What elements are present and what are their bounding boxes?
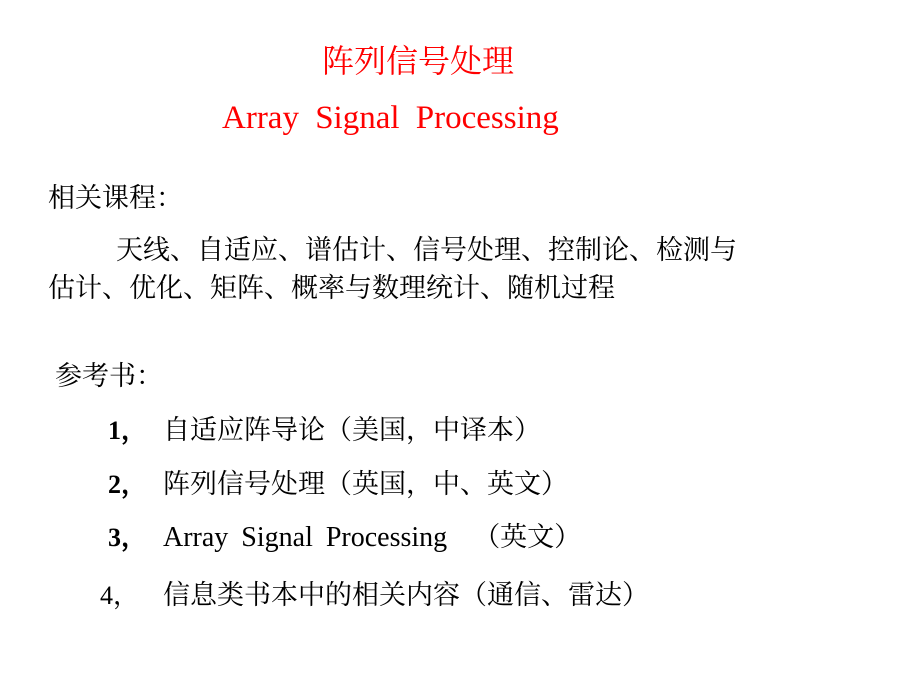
reference-number: 3，: [108, 523, 148, 552]
reference-item-1: [108, 408, 541, 447]
page-title-chinese: 阵列信号处理: [322, 42, 515, 80]
reference-item-4: [100, 573, 649, 612]
reference-text-language: （英文）: [473, 522, 582, 553]
related-courses-heading: 相关课程：: [48, 183, 183, 214]
reference-text: 自适应阵导论（美国，中译本）: [163, 415, 541, 446]
related-courses-line-2: 估计、优化、矩阵、概率与数理统计、随机过程: [48, 273, 615, 304]
reference-item-3: [108, 515, 581, 554]
reference-text: 信息类书本中的相关内容（通信、雷达）: [163, 580, 649, 611]
references-heading: 参考书：: [55, 361, 163, 392]
reference-text: 阵列信号处理（英国，中、英文）: [163, 469, 568, 500]
reference-text-english: Array Signal Processing: [163, 522, 448, 553]
page-title-english: Array Signal Processing: [222, 100, 559, 136]
reference-number: 2，: [108, 470, 148, 499]
related-courses-line-1: 天线、自适应、谱估计、信号处理、控制论、检测与: [116, 235, 737, 266]
reference-number: 1，: [108, 416, 148, 445]
reference-item-2: [108, 462, 568, 501]
reference-number: 4，: [100, 581, 140, 610]
